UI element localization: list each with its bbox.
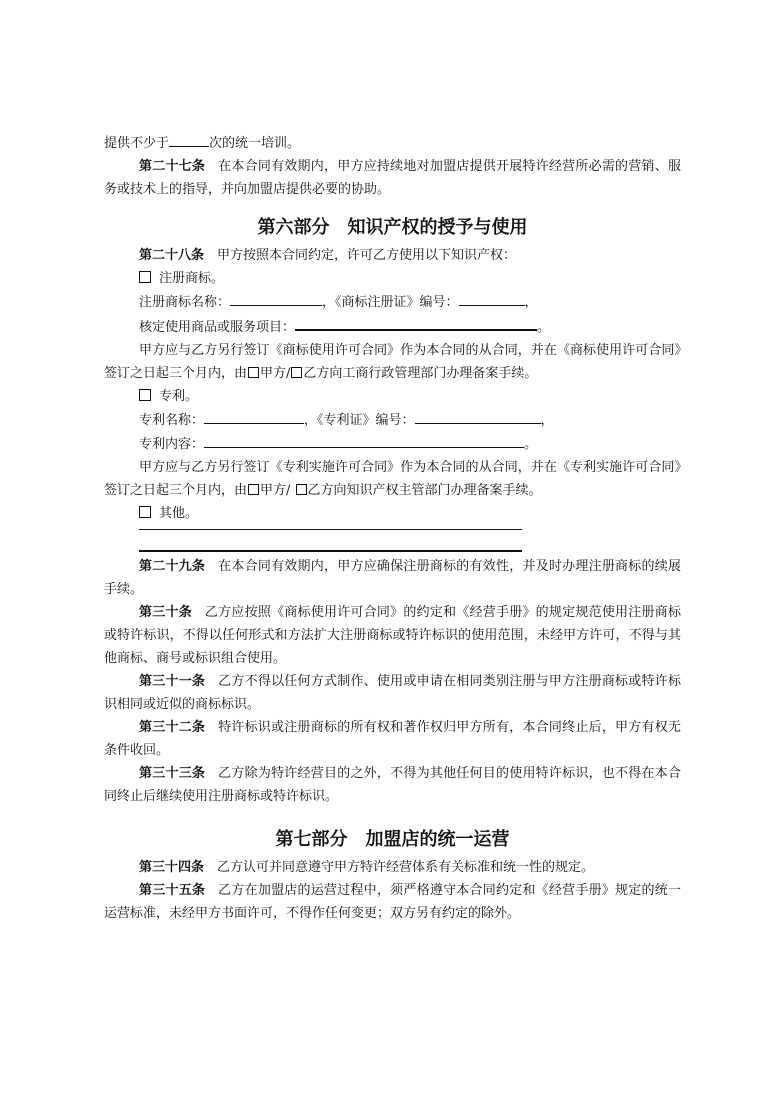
- patent-cert-label: ，《专利证》编号：: [304, 413, 415, 428]
- other-blank-line-2: [139, 550, 522, 552]
- other-option: [104, 502, 681, 525]
- article-30-text: 乙方应按照《商标使用许可合同》的约定和《经营手册》的规定规范使用注册商标或特许标识，不得以任何形式和方法扩大注册商标或特许标识的使用范围，未经甲方许可，不得与其他商标、商号或标识组合使用。: [104, 605, 681, 666]
- trademark-filing-text-c: 乙方向工商行政管理部门办理备案手续。: [303, 366, 538, 381]
- patent-content-label: 专利内容：: [139, 437, 205, 452]
- part-7-number: 第七部分: [275, 829, 348, 850]
- article-32-label: 第三十二条: [139, 720, 206, 735]
- trademark-cert-blank: [459, 290, 525, 306]
- article-33: [104, 762, 681, 808]
- article-27-text: 在本合同有效期内，甲方应持续地对加盟店提供开展特许经营所必需的营销、服务或技术上的指导，并向加盟店提供必要的协助。: [104, 159, 681, 197]
- training-clause: [104, 131, 681, 155]
- party-b-checkbox[interactable]: [291, 367, 302, 378]
- trademark-filing-text-b: 甲方/: [260, 366, 291, 381]
- patent-name-end: ，: [540, 413, 554, 428]
- part-6-title: 知识产权的授予与使用: [347, 217, 528, 238]
- patent-checkbox[interactable]: [139, 389, 151, 401]
- training-count-blank: [169, 131, 209, 147]
- article-31: [104, 670, 681, 716]
- article-30: [104, 601, 681, 670]
- article-28-label: 第二十八条: [139, 248, 205, 263]
- patent-content-end: 。: [524, 437, 538, 452]
- trademark-filing-clause: [104, 339, 681, 385]
- patent-filing-text-c: 乙方向知识产权主管部门办理备案手续。: [307, 483, 542, 498]
- part-6-heading: [104, 214, 681, 242]
- patent-name-label: 专利名称：: [139, 413, 205, 428]
- trademark-option-label: 注册商标。: [159, 271, 225, 286]
- article-27: [104, 155, 681, 201]
- part-7-heading: [104, 826, 681, 854]
- trademark-scope-end: 。: [537, 320, 551, 335]
- trademark-option: [104, 267, 681, 290]
- article-34-text: 乙方认可并同意遵守甲方特许经营体系有关标准和统一性的规定。: [217, 860, 595, 875]
- patent-option-label: 专利。: [159, 389, 199, 404]
- training-text-a: 提供不少于: [104, 136, 170, 151]
- patent-name-line: [104, 408, 681, 432]
- patent-option: [104, 385, 681, 408]
- article-33-text: 乙方除为特许经营目的之外，不得为其他任何目的使用特许标识，也不得在本合同终止后继续使用注册商标或特许标识。: [104, 766, 681, 804]
- article-34: [104, 856, 681, 879]
- training-text-b: 次的统一培训。: [209, 136, 301, 151]
- trademark-scope-line: [104, 314, 681, 339]
- article-35-label: 第三十五条: [139, 883, 206, 898]
- other-checkbox[interactable]: [139, 506, 151, 518]
- part-7-title: 加盟店的统一运营: [365, 829, 510, 850]
- article-29-text: 在本合同有效期内，甲方应确保注册商标的有效性，并及时办理注册商标的续展手续。: [104, 559, 681, 597]
- article-31-text: 乙方不得以任何方式制作、使用或申请在相同类别注册与甲方注册商标或特许标识相同或近似的商标标识。: [104, 674, 681, 712]
- patent-cert-blank: [415, 408, 541, 424]
- trademark-cert-label: ，《商标注册证》编号：: [322, 295, 459, 310]
- article-32: [104, 716, 681, 762]
- patent-party-a-checkbox[interactable]: [248, 484, 259, 495]
- party-a-checkbox[interactable]: [248, 367, 259, 378]
- part-6-number: 第六部分: [257, 217, 330, 238]
- patent-party-b-checkbox[interactable]: [296, 484, 307, 495]
- trademark-scope-label: 核定使用商品或服务项目：: [139, 320, 296, 335]
- patent-filing-clause: [104, 456, 681, 502]
- article-31-label: 第三十一条: [139, 674, 206, 689]
- trademark-name-line: [104, 290, 681, 314]
- other-option-label: 其他。: [159, 506, 199, 521]
- patent-name-blank: [204, 408, 304, 424]
- article-35-text: 乙方在加盟店的运营过程中，须严格遵守本合同约定和《经营手册》规定的统一运营标准，未经甲方书面许可，不得作任何变更；双方另有约定的除外。: [104, 883, 681, 921]
- article-29-label: 第二十九条: [139, 559, 206, 574]
- patent-filing-text-b: 甲方/: [260, 483, 295, 498]
- patent-content-line: [104, 432, 681, 456]
- article-28-text: 甲方按照本合同约定，许可乙方使用以下知识产权：: [217, 248, 517, 263]
- article-35: [104, 879, 681, 925]
- article-28: [104, 244, 681, 267]
- article-29: [104, 555, 681, 601]
- trademark-name-label: 注册商标名称：: [139, 295, 231, 310]
- article-32-text: 特许标识或注册商标的所有权和著作权归甲方所有，本合同终止后，甲方有权无条件收回。: [104, 720, 681, 758]
- article-27-label: 第二十七条: [139, 159, 206, 174]
- other-blank-line-1: [139, 529, 522, 530]
- trademark-name-end: ，: [524, 295, 538, 310]
- trademark-name-blank: [230, 290, 322, 306]
- trademark-scope-blank: [295, 314, 537, 331]
- patent-filing-text-a: 甲方应与乙方另行签订《专利实施许可合同》作为本合同的从合同，并在《专利实施许可合同》签订之日起三个月内，由: [104, 460, 681, 498]
- patent-content-blank: [204, 432, 524, 448]
- document-body: [104, 131, 681, 925]
- trademark-filing-text-a: 甲方应与乙方另行签订《商标使用许可合同》作为本合同的从合同，并在《商标使用许可合同》签订之日起三个月内，由: [104, 343, 681, 381]
- article-30-label: 第三十条: [139, 605, 192, 620]
- article-34-label: 第三十四条: [139, 860, 205, 875]
- trademark-checkbox[interactable]: [139, 271, 151, 283]
- article-33-label: 第三十三条: [139, 766, 206, 781]
